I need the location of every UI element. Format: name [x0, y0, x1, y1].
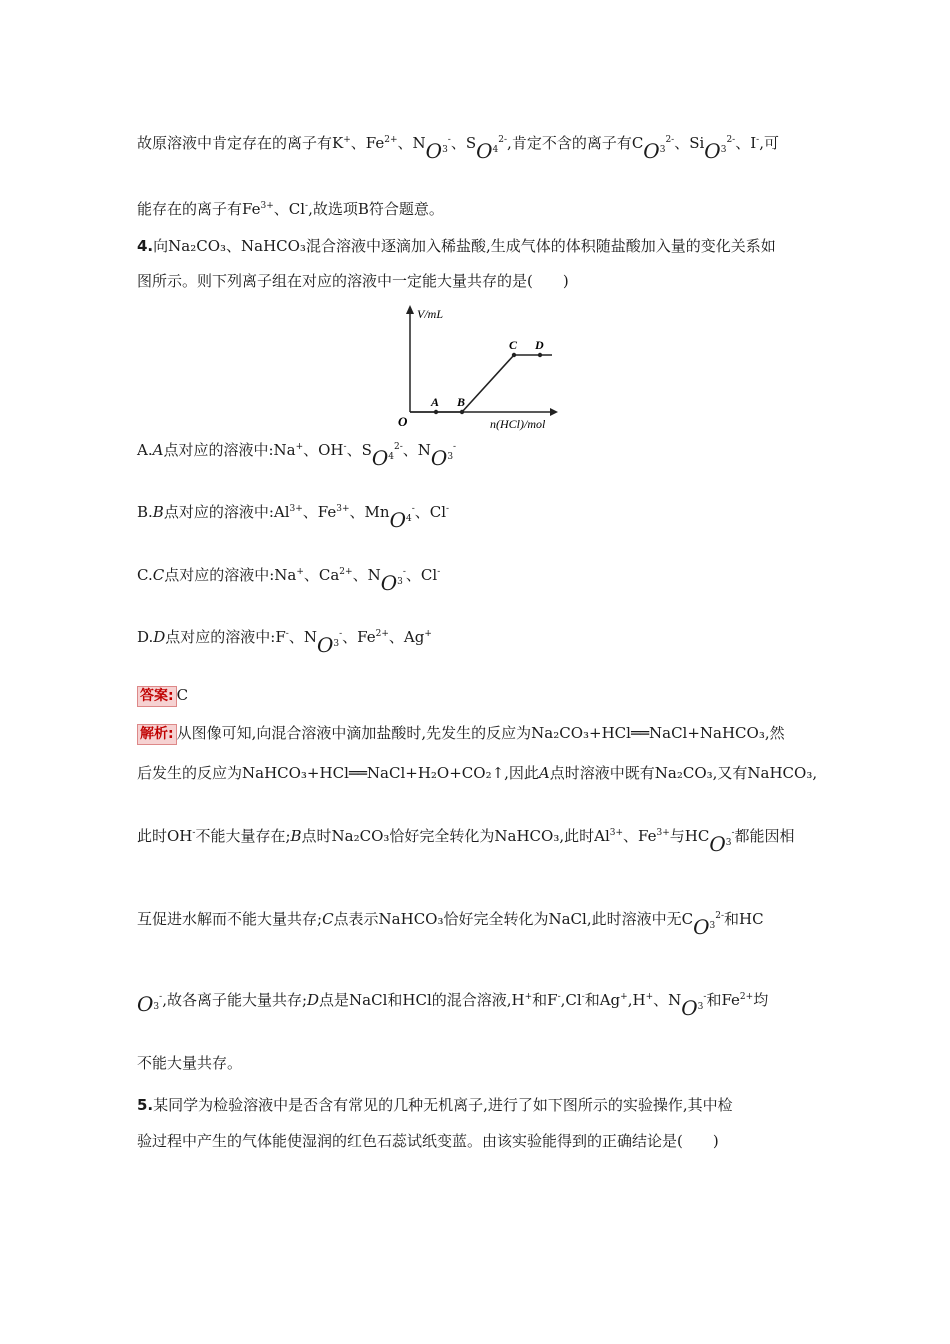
analysis-text: 从图像可知,向混合溶液中滴加盐酸时,先发生的反应为Na₂CO₃+HCl══NaCl+NaHCO₃,然 [176, 724, 785, 742]
ion-o: O [643, 139, 660, 163]
sup: 2+ [739, 992, 754, 1002]
analysis-text: 都能因相 [734, 827, 795, 845]
option-text: 、Cl [405, 566, 438, 584]
option-point: D [153, 628, 166, 646]
sub: 3 [697, 1002, 704, 1012]
analysis-text: 均 [753, 991, 769, 1009]
ion-o: O [389, 508, 406, 532]
sub: 4 [492, 145, 499, 155]
sup: + [295, 442, 304, 452]
option-text: 、Ag [388, 628, 425, 646]
sup: + [620, 992, 628, 1002]
sub: 3 [659, 145, 666, 155]
sub: 4 [388, 452, 394, 462]
option-point: A [152, 441, 164, 459]
point-label-d: D [535, 338, 544, 352]
text: 能存在的离子有Fe [137, 200, 261, 218]
sub: 3 [725, 838, 732, 848]
sup: - [447, 135, 451, 145]
ion-o: O [316, 633, 334, 657]
option-d [137, 623, 820, 655]
ion-o: O [430, 446, 448, 470]
analysis-text: 互促进水解而不能大量共存; [137, 910, 323, 928]
y-axis-label: V/mL [417, 307, 444, 321]
sup: - [446, 504, 450, 514]
sup: 2- [665, 135, 675, 145]
sup: 3+ [289, 504, 303, 514]
text: 、S [450, 134, 477, 152]
y-axis-arrow [406, 305, 414, 314]
sup: + [343, 135, 351, 145]
analysis-point: C [322, 910, 334, 928]
option-point: C [152, 566, 165, 584]
analysis-text: 点时溶液中既有Na₂CO₃,又有NaHCO₃, [549, 764, 818, 782]
option-text: 、Ca [303, 566, 340, 584]
point-d [538, 353, 542, 357]
sub: 4 [405, 514, 412, 524]
question-text: 验过程中产生的气体能使湿润的红色石蕊试纸变蓝。由该实验能得到的正确结论是( ) [137, 1132, 719, 1150]
text: 、Fe [350, 134, 385, 152]
sup: - [731, 828, 735, 838]
sup: - [402, 567, 406, 577]
analysis-text: 不能大量共存。 [137, 1054, 243, 1072]
ion-o: O [425, 139, 443, 163]
option-c [137, 561, 820, 593]
option-text: 、N [352, 566, 381, 584]
ion-o: O [137, 992, 154, 1016]
sup: + [424, 629, 432, 639]
sup: 2- [726, 135, 736, 145]
sub: 3 [447, 452, 454, 462]
question-4-line-2 [137, 270, 820, 292]
conclusion-line-1 [137, 129, 820, 161]
analysis-text: 和F [532, 991, 558, 1009]
option-text: 点对应的溶液中:Al [163, 503, 290, 521]
sup: - [159, 992, 163, 1002]
ion-o: O [681, 996, 698, 1020]
question-5-line-2 [137, 1130, 820, 1152]
sup: - [411, 504, 415, 514]
sup: + [524, 992, 533, 1002]
option-a [137, 436, 820, 468]
analysis-text: 不能大量存在; [195, 827, 291, 845]
question-5-line-1 [137, 1094, 820, 1116]
option-text: 点对应的溶液中:F [165, 628, 286, 646]
analysis-text: ,故各离子能大量共存; [162, 991, 308, 1009]
sup: - [285, 629, 289, 639]
text: 、N [397, 134, 426, 152]
sup: 2- [498, 135, 508, 145]
analysis-text: ,Cl [560, 991, 582, 1009]
ion-o: O [693, 915, 710, 939]
sup: - [756, 135, 760, 145]
chart-svg [392, 302, 562, 432]
sub: 3 [153, 1002, 160, 1012]
point-a [434, 410, 438, 414]
analysis-line-6 [137, 1052, 820, 1074]
analysis-text: ,H [627, 991, 646, 1009]
analysis-text: 和Fe [706, 991, 740, 1009]
analysis-point: D [307, 991, 320, 1009]
analysis-text: 此时OH [137, 827, 193, 845]
sup: - [581, 992, 585, 1002]
analysis-line-2 [137, 762, 820, 784]
sup: - [192, 828, 196, 838]
point-label-a: A [431, 395, 440, 409]
analysis-text: 、Fe [623, 827, 657, 845]
option-text: 、N [402, 441, 431, 459]
analysis-line-1 [137, 722, 820, 745]
analysis-point: B [290, 827, 302, 845]
analysis-text: 、N [653, 991, 682, 1009]
analysis-text: 点时Na₂CO₃恰好完全转化为NaHCO₃,此时Al [301, 827, 610, 845]
ion-o: O [380, 571, 398, 595]
sup: 3+ [260, 201, 274, 211]
sup: 3+ [609, 828, 624, 838]
text: 故原溶液中肯定存在的离子有K [137, 134, 344, 152]
analysis-point: A [538, 764, 550, 782]
analysis-text: 与HC [669, 827, 710, 845]
option-text: 、S [346, 441, 372, 459]
sup: - [453, 442, 457, 452]
question-text: 向Na₂CO₃、NaHCO₃混合溶液中逐滴加入稀盐酸,生成气体的体积随盐酸加入量的变化关系如 [153, 237, 776, 255]
text: 、Si [674, 134, 705, 152]
sub: 3 [442, 145, 448, 155]
option-text: 、N [288, 628, 317, 646]
sup: - [343, 442, 347, 452]
text: ,肯定不含的离子有C [507, 134, 644, 152]
text: ,故选项B符合题意。 [308, 200, 444, 218]
sub: 3 [397, 577, 403, 587]
answer-line [137, 684, 820, 707]
analysis-text: 点表示NaHCO₃恰好完全转化为NaCl,此时溶液中无C [333, 910, 694, 928]
sup: - [437, 567, 441, 577]
volume-vs-hcl-chart [392, 302, 562, 432]
sub: 3 [333, 639, 340, 649]
option-label: B. [137, 503, 153, 521]
analysis-line-4 [137, 905, 820, 937]
text: 、Cl [273, 200, 306, 218]
x-axis-arrow [550, 408, 558, 416]
answer-value: C [176, 686, 189, 704]
analysis-text: 点是NaCl和HCl的混合溶液,H [319, 991, 525, 1009]
sup: - [557, 992, 561, 1002]
option-b [137, 498, 820, 530]
sup: 3+ [336, 504, 350, 514]
sup: 2- [715, 911, 724, 921]
option-point: B [152, 503, 164, 521]
analysis-line-5 [137, 986, 820, 1018]
analysis-text: 后发生的反应为NaHCO₃+HCl══NaCl+H₂O+CO₂↑,因此 [137, 764, 539, 782]
conclusion-line-2 [137, 195, 820, 220]
ion-o: O [709, 832, 726, 856]
option-label: A. [137, 441, 153, 459]
text: ,可 [759, 134, 779, 152]
option-text: 、Mn [349, 503, 390, 521]
option-text: 点对应的溶液中:Na [164, 566, 297, 584]
sup: + [645, 992, 654, 1002]
option-label: D. [137, 628, 154, 646]
sup: - [703, 992, 707, 1002]
sub: 3 [720, 145, 727, 155]
point-c [512, 353, 516, 357]
text: 、I [735, 134, 757, 152]
point-b [460, 410, 464, 414]
analysis-text: 和Ag [584, 991, 621, 1009]
question-text: 某同学为检验溶液中是否含有常见的几种无机离子,进行了如下图所示的实验操作,其中检 [153, 1096, 733, 1114]
analysis-line-3 [137, 822, 820, 854]
point-label-b: B [457, 395, 466, 409]
x-axis-label: n(HCl)/mol [490, 417, 546, 431]
ion-o: O [704, 139, 721, 163]
option-text: 、OH [303, 441, 344, 459]
sub: 3 [709, 921, 716, 931]
option-text: 、Cl [414, 503, 447, 521]
analysis-tag: 解析: [137, 724, 177, 745]
sup: 2+ [339, 567, 353, 577]
sup: 2+ [384, 135, 398, 145]
ion-o: O [476, 139, 493, 163]
point-label-c: C [509, 338, 518, 352]
answer-tag: 答案: [137, 686, 177, 707]
ion-o: O [371, 446, 389, 470]
sup: + [296, 567, 304, 577]
question-4-line-1 [137, 235, 820, 257]
sup: - [305, 201, 309, 211]
question-text: 图所示。则下列离子组在对应的溶液中一定能大量共存的是( ) [137, 272, 569, 290]
option-text: 、Fe [302, 503, 337, 521]
sup: - [339, 629, 343, 639]
sup: 2+ [375, 629, 389, 639]
analysis-text: 和HC [724, 910, 764, 928]
sup: 3+ [656, 828, 670, 838]
question-number: 4. [137, 237, 154, 255]
question-number: 5. [137, 1096, 154, 1114]
option-text: 点对应的溶液中:Na [163, 441, 296, 459]
option-text: 、Fe [342, 628, 376, 646]
option-label: C. [137, 566, 153, 584]
origin-label: O [398, 414, 408, 429]
sup: 2- [393, 442, 403, 452]
